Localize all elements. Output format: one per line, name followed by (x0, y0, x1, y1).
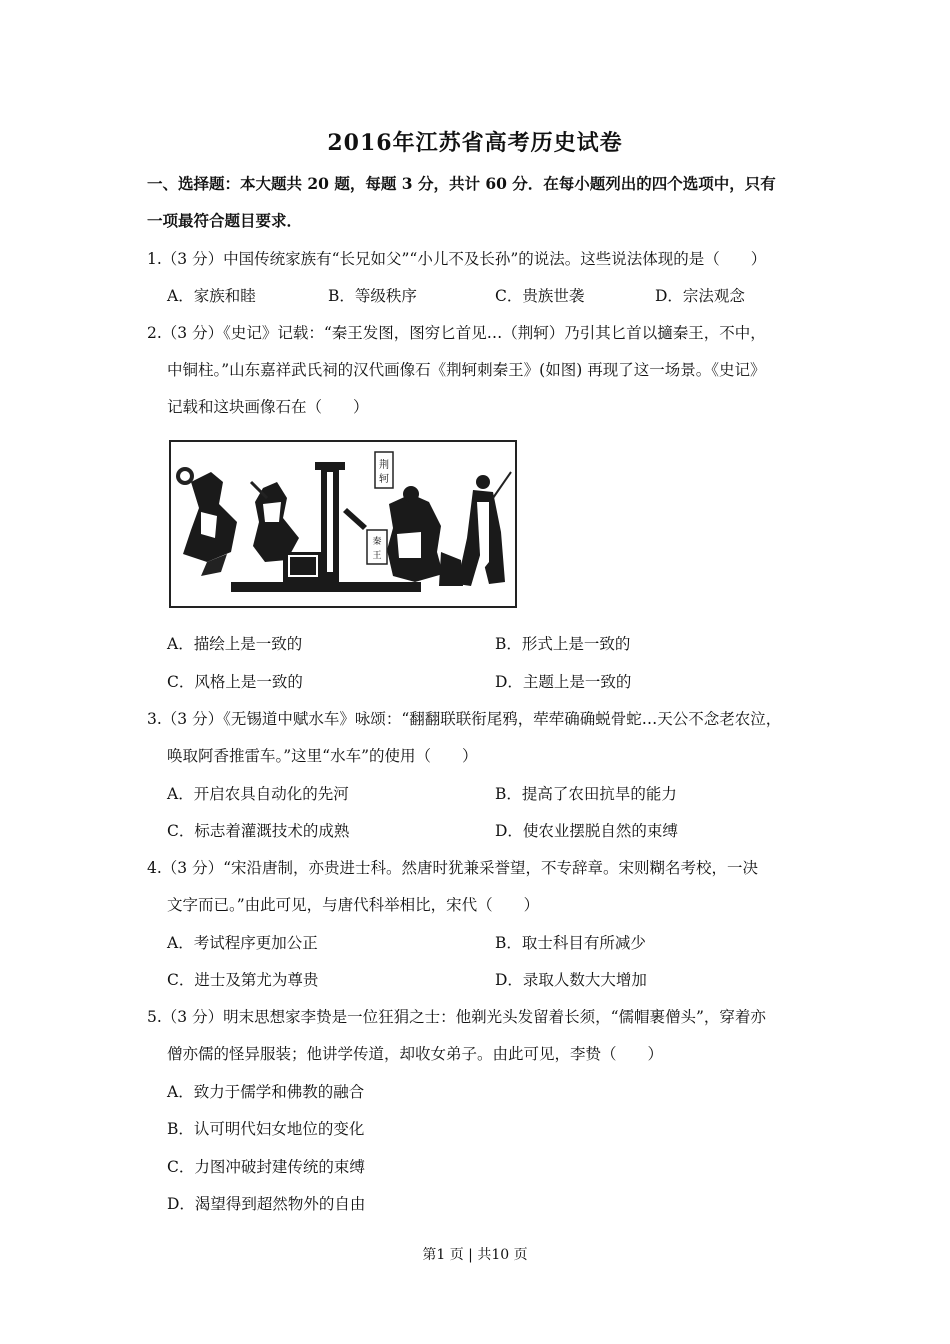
question-5-stem-cont: 僧亦儒的怪异服装；他讲学传道，却收女弟子。由此可见，李贽（ ） (167, 1045, 664, 1063)
section-heading-line: 一项最符合题目要求． (147, 211, 303, 230)
question-1-option-b: B．等级秩序 (328, 287, 417, 305)
question-4-stem: 4.（3 分）“宋沿唐制，亦贵进士科。然唐时犹兼采誉望，不专辞章。宋则糊名考校，一决 (147, 859, 759, 877)
question-5-option-b: B．认可明代妇女地位的变化 (167, 1120, 365, 1138)
stone-relief-image (169, 440, 517, 608)
svg-text:王: 王 (372, 551, 382, 561)
question-4-option-b: B．取士科目有所减少 (495, 934, 646, 952)
svg-text:荆: 荆 (379, 460, 389, 471)
question-3-option-d: D．使农业摆脱自然的束缚 (495, 822, 678, 840)
question-1-option-c: C．贵族世袭 (495, 287, 585, 305)
page-footer: 第1 页 | 共10 页 (422, 1247, 528, 1263)
question-5-option-a: A．致力于儒学和佛教的融合 (167, 1083, 365, 1101)
question-5-option-c: C．力图冲破封建传统的束缚 (167, 1158, 365, 1176)
question-4-option-c: C．进士及第尤为尊贵 (167, 971, 319, 989)
question-5-option-d: D．渴望得到超然物外的自由 (167, 1195, 366, 1213)
question-2-option-c: C．风格上是一致的 (167, 673, 303, 691)
question-2-stem-cont: 中铜柱。”山东嘉祥武氏祠的汉代画像石《荆轲刺秦王》(如图) 再现了这一场景。《史记》 (167, 361, 766, 379)
question-3-option-a: A．开启农具自动化的先河 (167, 785, 349, 803)
question-4-stem-cont: 文字而已。”由此可见，与唐代科举相比，宋代（ ） (167, 896, 540, 914)
page-title: 2016年江苏省高考历史试卷 (327, 130, 623, 156)
question-3-stem: 3.（3 分）《无锡道中赋水车》咏颂：“翻翻联联衔尾鸦，荦荦确确蜕骨蛇…天公不念老农泣， (147, 710, 782, 728)
question-3-option-c: C．标志着灌溉技术的成熟 (167, 822, 350, 840)
question-1-option-d: D．宗法观念 (655, 287, 745, 305)
question-2-option-d: D．主题上是一致的 (495, 673, 632, 691)
svg-text:轲: 轲 (379, 474, 389, 485)
question-1-option-a: A．家族和睦 (167, 287, 256, 305)
svg-text:秦: 秦 (372, 537, 382, 547)
question-2-option-b: B．形式上是一致的 (495, 635, 631, 653)
section-heading (147, 165, 815, 239)
question-3-stem-cont: 唤取阿香推雷车。”这里“水车”的使用（ ） (167, 747, 478, 765)
question-2-stem: 2.（3 分）《史记》记载：“秦王发图，图穷匕首见…（荆轲）乃引其匕首以擿秦王，不中， (147, 324, 766, 342)
question-2-stem-cont: 记载和这块画像石在（ ） (167, 398, 369, 416)
question-5-stem: 5.（3 分）明末思想家李贽是一位狂狷之士：他剃光头发留着长须，“儒帽裹僧头”，穿着亦 (147, 1008, 766, 1026)
question-1-stem: 1.（3 分）中国传统家族有“长兄如父”“小儿不及长孙”的说法。这些说法体现的是（ ） (147, 250, 767, 268)
question-4-option-a: A．考试程序更加公正 (167, 934, 318, 952)
question-2-option-a: A．描绘上是一致的 (167, 635, 303, 653)
relief-illustration (171, 442, 515, 606)
question-3-option-b: B．提高了农田抗旱的能力 (495, 785, 677, 803)
section-heading-line: 一、选择题：本大题共 20 题，每题 3 分，共计 60 分．在每小题列出的四个选项中，只有 (147, 174, 776, 193)
question-4-option-d: D．录取人数大大增加 (495, 971, 647, 989)
